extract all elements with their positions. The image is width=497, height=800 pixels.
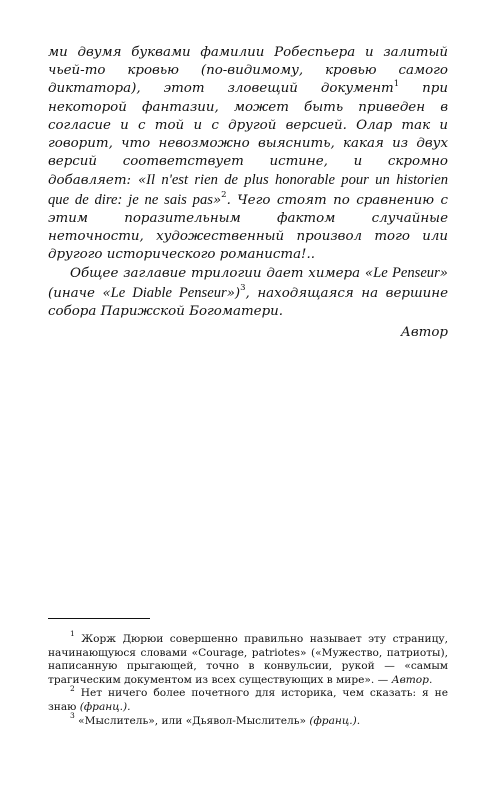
footnote-1-note: Автор. xyxy=(391,673,433,686)
title-le-diable-penseur: Le Diable Penseur xyxy=(110,284,227,301)
footnote-divider xyxy=(48,618,150,619)
main-text xyxy=(48,44,448,340)
footnote-3 xyxy=(48,711,448,729)
footnote-3-note: (франц.). xyxy=(309,714,361,727)
paragraph-2 xyxy=(48,264,448,321)
paragraph-1-text-c: » xyxy=(212,192,222,208)
footnote-1 xyxy=(48,629,448,687)
footnotes xyxy=(48,618,448,728)
footnote-ref-2[interactable]: 2 xyxy=(221,190,227,201)
footnote-2 xyxy=(48,683,448,714)
footnote-1-mark: 1 xyxy=(70,629,75,639)
title-le-penseur: Le Penseur xyxy=(373,265,440,282)
paragraph-1 xyxy=(48,44,448,264)
paragraph-1-text-d: . Чего стоят по сравнению с этим поразительным фактом случайные неточности, художественный произвол того или другого исторического романиста!.. xyxy=(48,192,448,263)
footnote-1-text: Жорж Дюрюи совершенно правильно называет эту страницу, начинающуюся словами «Courage, patriotes» («Мужество, патриоты), написанную прыгающей, точно в конвульсии, рукой — «самым трагическим документом из всех существующих в мире». — xyxy=(48,633,448,686)
paragraph-1-text-b: при некоторой фантазии, может быть приведен в согласие и с той и с другой версией. Олар так и говорит, что невозможно выяснить, какая из двух версий соответствует истине, и скромно добавляет: « xyxy=(48,81,448,189)
author-signature: Автор xyxy=(400,325,448,341)
footnote-2-note: (франц.). xyxy=(79,700,131,713)
footnote-2-mark: 2 xyxy=(70,683,75,693)
french-quote: Il n'est rien de plus honorable pour un historien que de dire: je ne sais pas xyxy=(48,172,448,208)
footnote-3-mark: 3 xyxy=(70,711,75,721)
paragraph-2-text-d: , находящаяся на вершине собора Парижской Богоматери. xyxy=(48,285,448,319)
footnote-ref-1[interactable]: 1 xyxy=(393,78,400,89)
paragraph-2-text-b: » (иначе « xyxy=(48,266,448,301)
paragraph-2-text-a: Общее заглавие трилогии дает химера « xyxy=(70,266,374,282)
body-text xyxy=(48,44,448,321)
paragraph-2-text-c: ») xyxy=(226,285,241,301)
paragraph-1-text-a: ми двумя буквами фамилии Робеспьера и залитый чьей-то кровью (по-видимому, кровью самого диктатора), этот зловещий документ xyxy=(48,45,448,97)
footnote-ref-3[interactable]: 3 xyxy=(240,283,246,294)
footnote-2-text: Нет ничего более почетного для историка, чем сказать: я не знаю xyxy=(48,687,448,713)
footnote-3-text: «Мыслитель», или «Дьявол-Мыслитель» xyxy=(74,714,310,727)
